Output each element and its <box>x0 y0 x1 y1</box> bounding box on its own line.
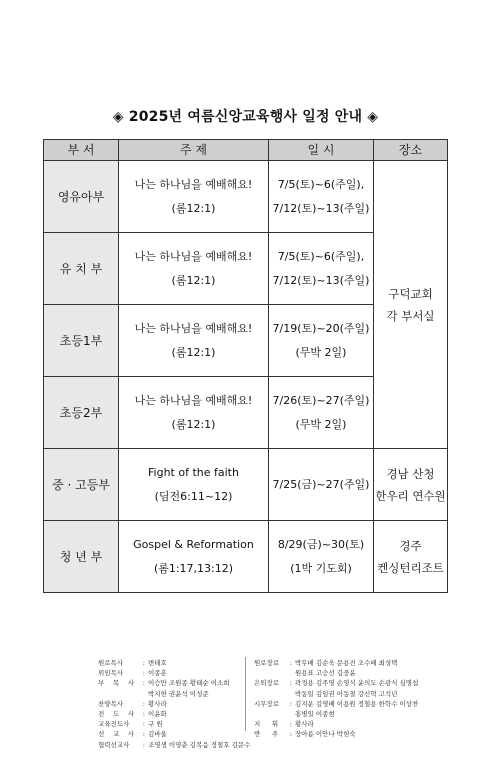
date-cell <box>269 377 374 449</box>
staff-names: 김지운 김영배 이용원 정철용 한학수 이상찬 <box>295 699 419 708</box>
staff-names: 구 원 <box>148 720 163 729</box>
staff-role <box>254 689 292 699</box>
date-note: (무박 2일) <box>295 345 347 359</box>
staff-names: 장아름 이안나 박현숙 <box>295 730 356 739</box>
staff-list-left <box>98 658 250 750</box>
staff-role: 전 도 사 : <box>98 710 145 719</box>
header-theme: 주 제 <box>119 140 269 161</box>
date-text: 7/26(토)~27(주일) <box>272 393 370 407</box>
page-title: ◈ 2025년 여름신앙교육행사 일정 안내 ◈ <box>112 109 379 125</box>
staff-role: 시무장로 : <box>254 699 292 708</box>
staff-line <box>254 678 418 688</box>
staff-line <box>254 668 418 678</box>
theme-text: Gospel & Reformation <box>133 537 254 551</box>
staff-line <box>98 699 250 709</box>
staff-line <box>98 740 250 750</box>
staff-role: 협력선교사 : <box>98 740 145 749</box>
header-place: 장소 <box>374 140 448 161</box>
staff-line <box>98 668 250 678</box>
date-note: (무박 2일) <box>295 417 347 431</box>
staff-role: 은퇴장로 : <box>254 679 292 688</box>
staff-role: 부 목 사 : <box>98 679 145 688</box>
staff-line <box>254 729 418 739</box>
staff-names: 박지헌 권윤석 이성준 <box>148 689 209 698</box>
theme-cell <box>119 521 269 593</box>
place-text-2: 켄싱턴리조트 <box>377 560 444 575</box>
staff-role: 위임목사 : <box>98 669 145 678</box>
staff-names: 조영생 이영춘 김복음 정철호 김문수 <box>148 740 251 749</box>
date-text: 7/25(금)~27(주일) <box>272 477 370 491</box>
theme-verse: (롬12:1) <box>171 417 216 431</box>
date-note: 7/12(토)~13(주일) <box>272 201 370 215</box>
theme-verse: (롬12:1) <box>171 273 216 287</box>
date-note: (1박 기도회) <box>290 561 352 575</box>
staff-role: 원로목사 : <box>98 659 145 667</box>
date-cell <box>269 449 374 521</box>
theme-cell <box>119 305 269 377</box>
staff-names: 홍병일 이종현 <box>295 710 335 719</box>
staff-role: 찬양목사 : <box>98 699 145 708</box>
theme-text: Fight of the faith <box>148 465 239 479</box>
staff-names: 이윤화 <box>148 710 167 719</box>
theme-text: 나는 하나님을 예배해요! <box>134 321 253 335</box>
staff-role <box>254 668 292 678</box>
place-cell <box>374 521 448 593</box>
staff-role: 교육전도사 : <box>98 720 145 729</box>
staff-role <box>254 709 292 719</box>
table-header-row <box>44 140 448 161</box>
staff-names: 곽경용 김주영 손영식 윤의도 손광식 심명섭 <box>295 679 419 688</box>
place-text: 경주 <box>399 538 422 553</box>
date-text: 7/5(토)~6(주일), <box>277 177 365 191</box>
theme-cell <box>119 377 269 449</box>
place-text: 경남 산청 <box>386 466 435 481</box>
theme-verse: (딤전6:11~12) <box>154 489 233 503</box>
dept-cell: 초등1부 <box>44 305 119 377</box>
staff-line <box>254 709 418 719</box>
theme-text: 나는 하나님을 예배해요! <box>134 177 253 191</box>
theme-verse: (롬12:1) <box>171 345 216 359</box>
staff-line <box>254 658 418 668</box>
staff-names: 박무배 김순욱 문용진 조수배 최성택 <box>295 659 398 667</box>
dept-cell: 유 치 부 <box>44 233 119 305</box>
staff-line <box>254 719 418 729</box>
date-cell <box>269 233 374 305</box>
staff-role: 원로장로 : <box>254 659 292 667</box>
place-cell <box>374 449 448 521</box>
place-text: 구덕교회 <box>388 286 433 301</box>
table-row <box>44 449 448 521</box>
dept-cell: 청 년 부 <box>44 521 119 593</box>
theme-verse: (롬1:17,13:12) <box>153 561 234 575</box>
theme-cell <box>119 449 269 521</box>
staff-names: 변태호 <box>148 659 167 667</box>
staff-names: 박동일 김임권 이동철 강신혁 고석년 <box>295 689 398 698</box>
staff-line <box>98 658 250 668</box>
staff-names: 원용표 고승선 김중윤 <box>295 669 356 678</box>
staff-role <box>98 689 145 699</box>
dept-cell: 초등2부 <box>44 377 119 449</box>
date-text: 7/5(토)~6(주일), <box>277 249 365 263</box>
date-cell <box>269 305 374 377</box>
date-text: 8/29(금)~30(토) <box>277 537 365 551</box>
place-text-2: 각 부서실 <box>386 308 435 323</box>
staff-role: 지 휘 : <box>254 720 292 729</box>
staff-line <box>98 709 250 719</box>
staff-role: 선 교 사 : <box>98 730 145 739</box>
table-row <box>44 161 448 233</box>
date-text: 7/19(토)~20(주일) <box>272 321 370 335</box>
staff-line <box>98 729 250 739</box>
staff-line <box>254 699 418 709</box>
place-cell-shared <box>374 161 448 449</box>
dept-cell: 중 · 고등부 <box>44 449 119 521</box>
schedule-table <box>43 139 448 593</box>
staff-names: 김바울 <box>148 730 167 739</box>
footer-divider <box>245 657 246 731</box>
staff-line <box>98 719 250 729</box>
staff-role: 반 주 : <box>254 730 292 739</box>
staff-line <box>98 678 250 688</box>
theme-cell <box>119 161 269 233</box>
header-date: 일 시 <box>269 140 374 161</box>
header-dept: 부 서 <box>44 140 119 161</box>
staff-names: 이승만 조원종 황태순 이소희 <box>148 679 230 688</box>
theme-text: 나는 하나님을 예배해요! <box>134 249 253 263</box>
staff-names: 이종훈 <box>148 669 167 678</box>
staff-names: 황사라 <box>295 720 314 729</box>
staff-line <box>98 689 250 699</box>
place-text-2: 한우리 연수원 <box>375 488 446 503</box>
theme-text: 나는 하나님을 예배해요! <box>134 393 253 407</box>
staff-line <box>254 689 418 699</box>
staff-names: 황사라 <box>148 699 167 708</box>
date-cell <box>269 161 374 233</box>
table-row <box>44 521 448 593</box>
theme-verse: (롬12:1) <box>171 201 216 215</box>
staff-list-right <box>254 658 418 740</box>
date-note: 7/12(토)~13(주일) <box>272 273 370 287</box>
date-cell <box>269 521 374 593</box>
theme-cell <box>119 233 269 305</box>
dept-cell: 영유아부 <box>44 161 119 233</box>
